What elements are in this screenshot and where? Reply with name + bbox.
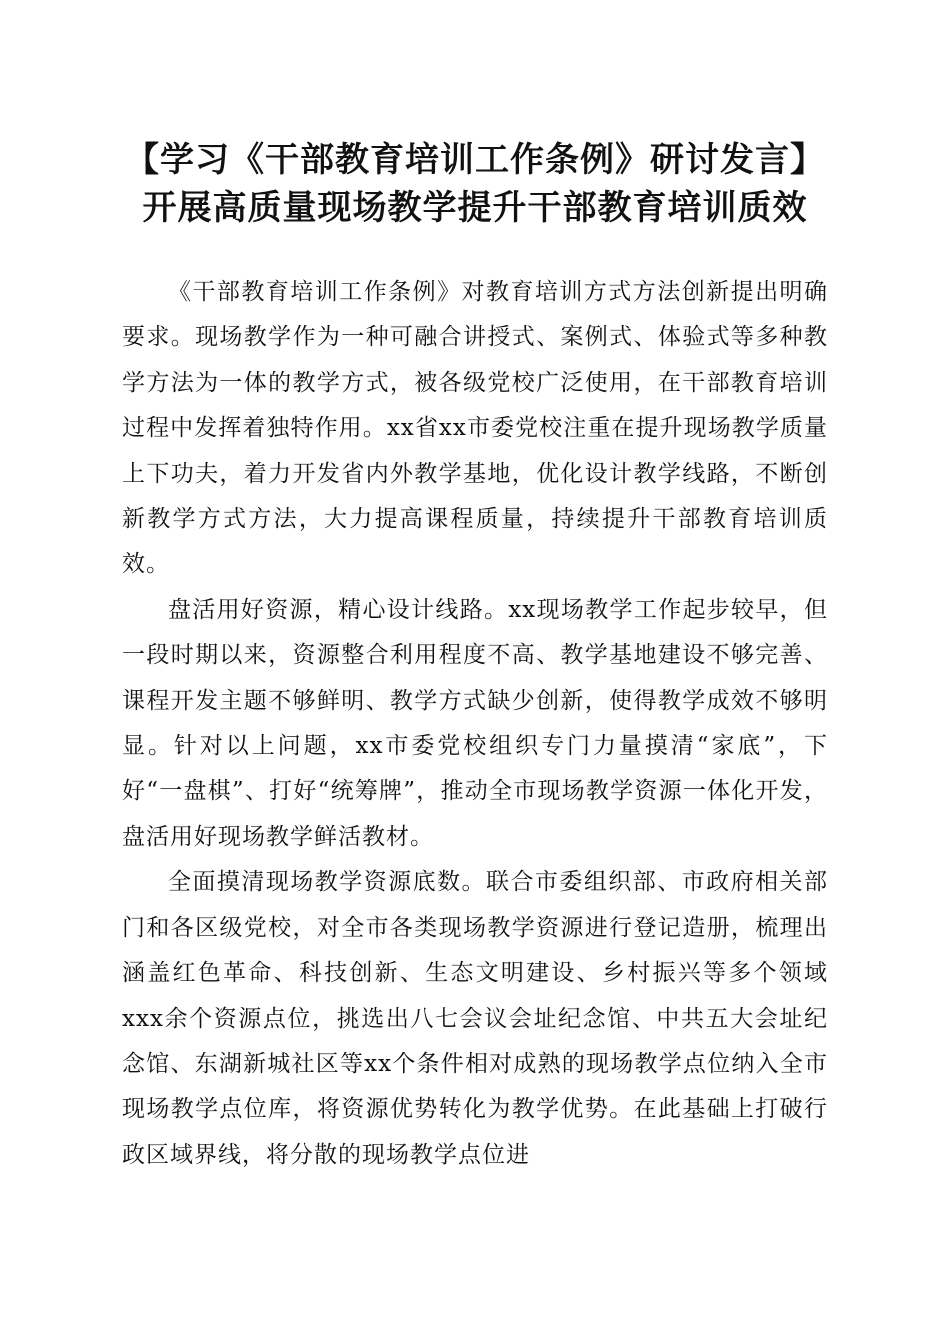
title-line-2: 开展高质量现场教学提升干部教育培训质效 xyxy=(142,188,808,228)
document-body xyxy=(122,270,828,1178)
document-title xyxy=(100,136,850,232)
paragraph-3: 全面摸清现场教学资源底数。联合市委组织部、市政府相关部门和各区级党校，对全市各类现场教学资源进行登记造册，梳理出涵盖红色革命、科技创新、生态文明建设、乡村振兴等多个领域xxx余个资源点位，挑选出八七会议会址纪念馆、中共五大会址纪念馆、东湖新城社区等xx个条件相对成熟的现场教学点位纳入全市现场教学点位库，将资源优势转化为教学优势。在此基础上打破行政区域界线，将分散的现场教学点位进 xyxy=(122,869,828,1168)
paragraph-2: 盘活用好资源，精心设计线路。xx现场教学工作起步较早，但一段时期以来，资源整合利用程度不高、教学基地建设不够完善、课程开发主题不够鲜明、教学方式缺少创新，使得教学成效不够明显。针对以上问题，xx市委党校组织专门力量摸清“家底”，下好“一盘棋”、打好“统筹牌”，推动全市现场教学资源一体化开发，盘活用好现场教学鲜活教材。 xyxy=(122,596,828,850)
paragraph-1: 《干部教育培训工作条例》对教育培训方式方法创新提出明确要求。现场教学作为一种可融合讲授式、案例式、体验式等多种教学方法为一体的教学方式，被各级党校广泛使用，在干部教育培训过程中发挥着独特作用。xx省xx市委党校注重在提升现场教学质量上下功夫，着力开发省内外教学基地，优化设计教学线路，不断创新教学方式方法，大力提高课程质量，持续提升干部教育培训质效。 xyxy=(122,279,828,578)
title-line-1: 【学习《干部教育培训工作条例》研讨发言】 xyxy=(125,140,825,180)
